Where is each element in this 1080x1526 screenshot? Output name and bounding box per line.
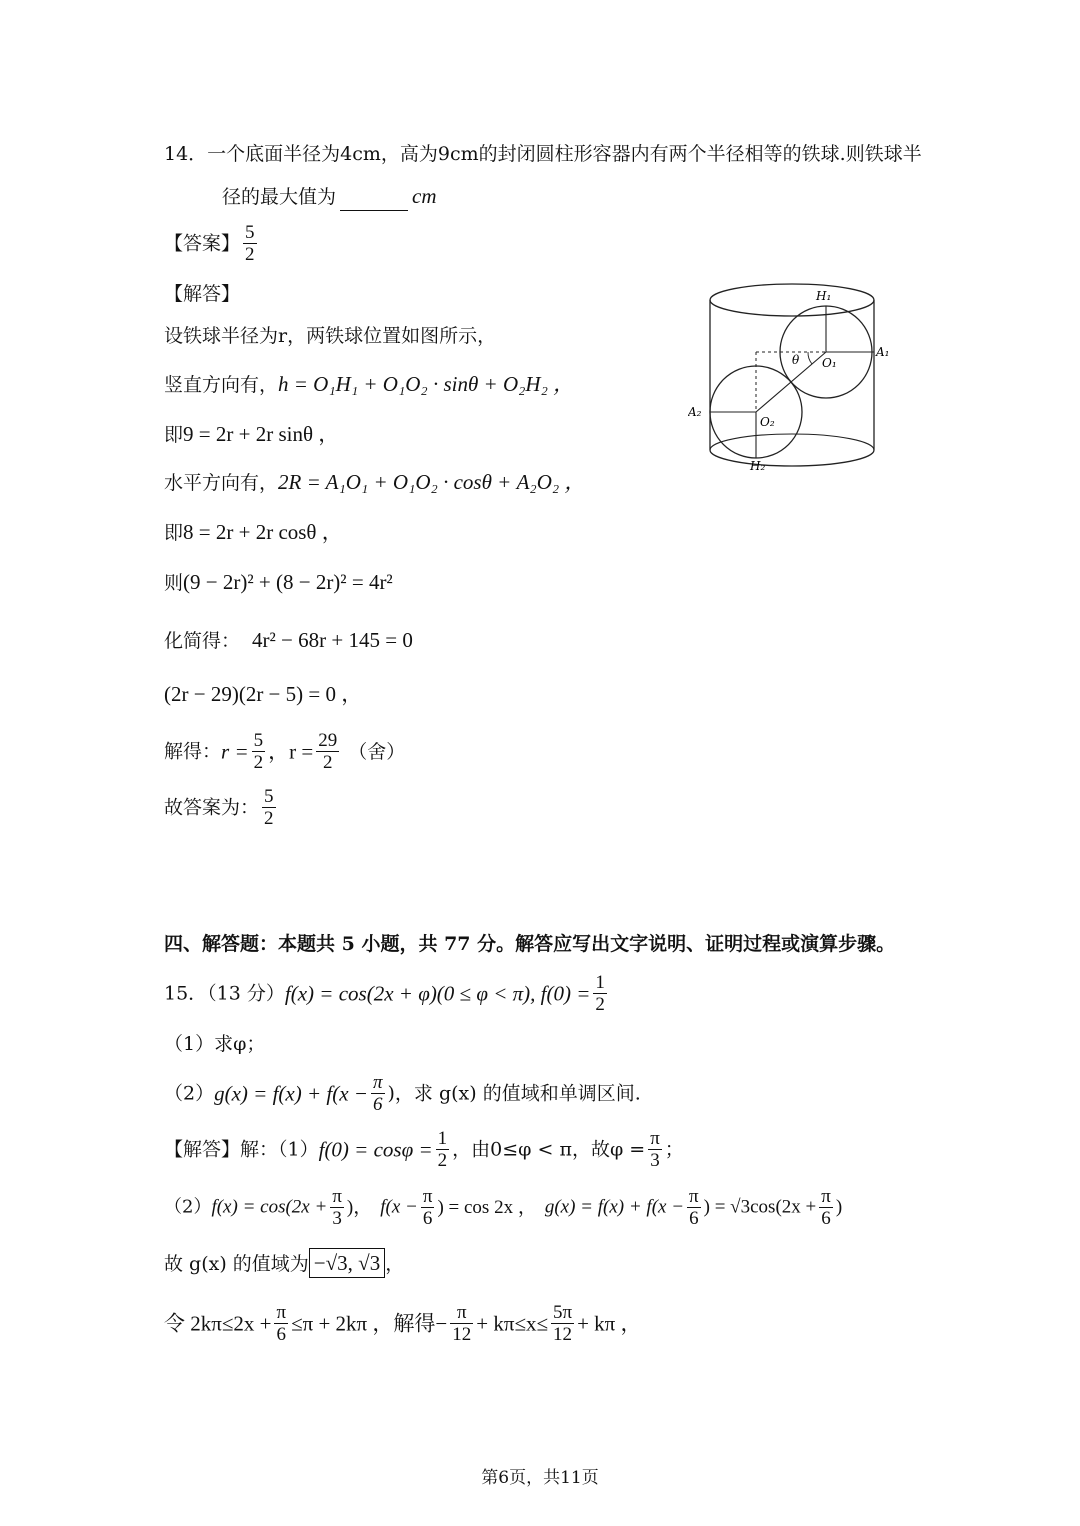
step7-text: 化简得： <box>164 630 241 652</box>
part2-fraction <box>371 1072 385 1115</box>
step2-text: 竖直方向有， <box>164 374 279 396</box>
unit-cm: cm <box>412 184 437 208</box>
cylinder-diagram <box>688 280 898 475</box>
label-A1: A₁ <box>876 345 890 359</box>
l2-f6: ) = √3cos(2x + <box>703 1196 817 1218</box>
label-A2: A₂ <box>688 405 702 419</box>
q15-part1: （1）求φ； <box>164 1033 266 1055</box>
label-H2: H₂ <box>750 459 766 473</box>
l2-label: （2） <box>164 1196 212 1218</box>
sol-fraction1 <box>436 1128 450 1171</box>
q14-step9 <box>164 730 405 773</box>
frac-num: π <box>422 1186 433 1207</box>
frac-num: 29 <box>318 730 338 751</box>
label-O1: O₁ <box>822 356 837 370</box>
q15-solution-line1 <box>164 1128 684 1171</box>
frac-den: 12 <box>553 1324 573 1345</box>
frac-den: 2 <box>264 808 274 829</box>
l4-d: + kπ ， <box>577 1311 642 1336</box>
frac-den: 2 <box>595 994 605 1015</box>
step5-formula: 8 = 2r + 2r cosθ ， <box>183 520 343 544</box>
q14-step8 <box>164 680 362 709</box>
frac-den: 6 <box>276 1324 287 1345</box>
frac-den: 3 <box>650 1150 660 1171</box>
l2-frac3 <box>687 1186 701 1229</box>
label-theta: θ <box>792 353 800 367</box>
q14-answer <box>164 222 260 265</box>
l4-frac2 <box>450 1302 473 1345</box>
label-O2: O₂ <box>760 415 775 429</box>
q14-step3 <box>164 420 339 449</box>
l2-f1: f(x) = cos(2x + <box>211 1196 328 1218</box>
part2-text: )，求 g(x) 的值域和单调区间. <box>387 1082 641 1105</box>
answer-denominator: 2 <box>245 244 255 265</box>
sol-end: ； <box>664 1138 684 1161</box>
frac-den: 2 <box>253 752 264 773</box>
q15-number: 15．（13 分） <box>164 982 285 1005</box>
final-text: 故答案为： <box>164 796 260 819</box>
l4-frac1 <box>274 1302 288 1345</box>
step5-text: 即 <box>164 522 184 544</box>
q15-head <box>164 972 610 1015</box>
step9-frac2 <box>316 730 339 773</box>
q14-step7 <box>164 626 413 655</box>
frac-num: π <box>650 1128 660 1149</box>
l2-f5: g(x) = f(x) + f(x − <box>544 1196 685 1218</box>
frac-num: π <box>276 1302 287 1323</box>
step7-formula: 4r² − 68r + 145 = 0 <box>252 628 413 652</box>
q15-solution-label: 【解答】 <box>164 1138 241 1161</box>
l2-frac2 <box>421 1186 435 1229</box>
l2-f4: ) = cos 2x ， <box>437 1196 537 1218</box>
answer-fraction <box>243 222 257 265</box>
step9-r2: ，r = <box>268 739 314 764</box>
frac-num: 5π <box>553 1302 573 1323</box>
frac-den: 2 <box>437 1150 448 1171</box>
sol-fraction2 <box>648 1128 662 1171</box>
sol-text: ，由0≤φ < π，故φ = <box>452 1138 646 1161</box>
l3-text: 故 g(x) 的值域为 <box>164 1253 309 1275</box>
page-footer: 第6页，共11页 <box>481 1468 599 1488</box>
q15-solution-line2 <box>164 1186 842 1229</box>
angle-arc <box>808 352 812 364</box>
q15-formula: f(x) = cos(2x + φ)(0 ≤ φ < π), f(0) = <box>284 981 591 1006</box>
l2-f2: )， <box>346 1196 373 1218</box>
final-fraction <box>262 786 276 829</box>
step9-text: 解得： <box>164 740 222 763</box>
answer-label: 【答案】 <box>164 232 241 255</box>
step3-formula: 9 = 2r + 2r sinθ ， <box>183 422 340 446</box>
q14-line2-text: 径的最大值为 <box>222 186 337 208</box>
frac-num: π <box>372 1072 383 1093</box>
frac-den: 6 <box>689 1208 699 1229</box>
part2-label: （2） <box>164 1082 215 1105</box>
frac-num: 1 <box>595 972 605 993</box>
step2-formula: h = O₁H₁ + O₁O₂ · sinθ + O₂H₂ ， <box>278 372 575 396</box>
q15-solution-line3 <box>164 1248 404 1278</box>
sol-formula: f(0) = cosφ = <box>318 1137 433 1162</box>
l2-frac4 <box>819 1186 833 1229</box>
l3-end: ， <box>385 1253 405 1275</box>
q14-final <box>164 786 279 829</box>
answer-blank <box>340 190 408 211</box>
l4-c: + kπ≤x≤ <box>476 1311 548 1336</box>
step8-formula: (2r − 29)(2r − 5) = 0 ， <box>164 682 363 706</box>
segment-O1O2 <box>756 352 826 412</box>
step9-frac1 <box>252 730 266 773</box>
q14-line1: 14．一个底面半径为4cm，高为9cm的封闭圆柱形容器内有两个半径相等的铁球.则铁球半 <box>164 143 922 165</box>
frac-den: 6 <box>422 1208 433 1229</box>
part2-formula: g(x) = f(x) + f(x − <box>214 1081 368 1106</box>
q14-step5 <box>164 518 343 547</box>
frac-den: 3 <box>332 1208 342 1229</box>
frac-num: 5 <box>253 730 264 751</box>
q14-step6 <box>164 568 393 597</box>
cylinder-figure <box>688 280 898 479</box>
range-interval: −√3, √3 <box>309 1248 385 1278</box>
q14-step2 <box>164 370 574 399</box>
q15-solution-line4 <box>164 1302 642 1345</box>
cylinder-top <box>710 284 874 316</box>
frac-den: 6 <box>821 1208 831 1229</box>
frac-den: 6 <box>372 1094 383 1115</box>
step6-text: 则 <box>164 572 184 594</box>
frac-num: π <box>332 1186 342 1207</box>
l2-f3: f(x − <box>380 1196 418 1218</box>
frac-den: 12 <box>452 1324 472 1345</box>
step3-text: 即 <box>164 424 184 446</box>
step4-formula: 2R = A₁O₁ + O₁O₂ · cosθ + A₂O₂ ， <box>278 470 586 494</box>
l4-a: 令 2kπ≤2x + <box>164 1311 272 1336</box>
l2-f7: ) <box>835 1196 843 1218</box>
q15-fraction <box>593 972 607 1015</box>
q15-part2 <box>164 1072 641 1115</box>
frac-num: π <box>821 1186 831 1207</box>
answer-numerator: 5 <box>245 222 255 243</box>
cylinder-bottom-back <box>710 434 874 450</box>
q14-solution-label: 【解答】 <box>164 283 241 305</box>
step9-note: （舍） <box>348 740 406 763</box>
frac-den: 2 <box>322 752 333 773</box>
label-H1: H₁ <box>816 289 832 303</box>
q14-step1: 设铁球半径为r，两铁球位置如图所示， <box>164 325 497 347</box>
step4-text: 水平方向有， <box>164 472 279 494</box>
frac-num: 5 <box>264 786 274 807</box>
l4-frac3 <box>551 1302 574 1345</box>
frac-num: π <box>450 1302 473 1324</box>
q14-line2 <box>222 182 437 211</box>
sol-part1-label: 解：（1） <box>240 1138 319 1161</box>
frac-num: π <box>689 1186 699 1207</box>
q14-step4 <box>164 468 585 497</box>
section4-heading: 四、解答题：本题共 5 小题，共 77 分。解答应写出文字说明、证明过程或演算步骤。 <box>164 933 896 955</box>
l4-b: ≤π + 2kπ ，解得− <box>291 1311 448 1336</box>
step6-formula: (9 − 2r)² + (8 − 2r)² = 4r² <box>183 570 393 594</box>
step9-r1: r = <box>221 739 249 764</box>
l2-frac1 <box>330 1186 344 1229</box>
frac-num: 1 <box>437 1128 448 1149</box>
